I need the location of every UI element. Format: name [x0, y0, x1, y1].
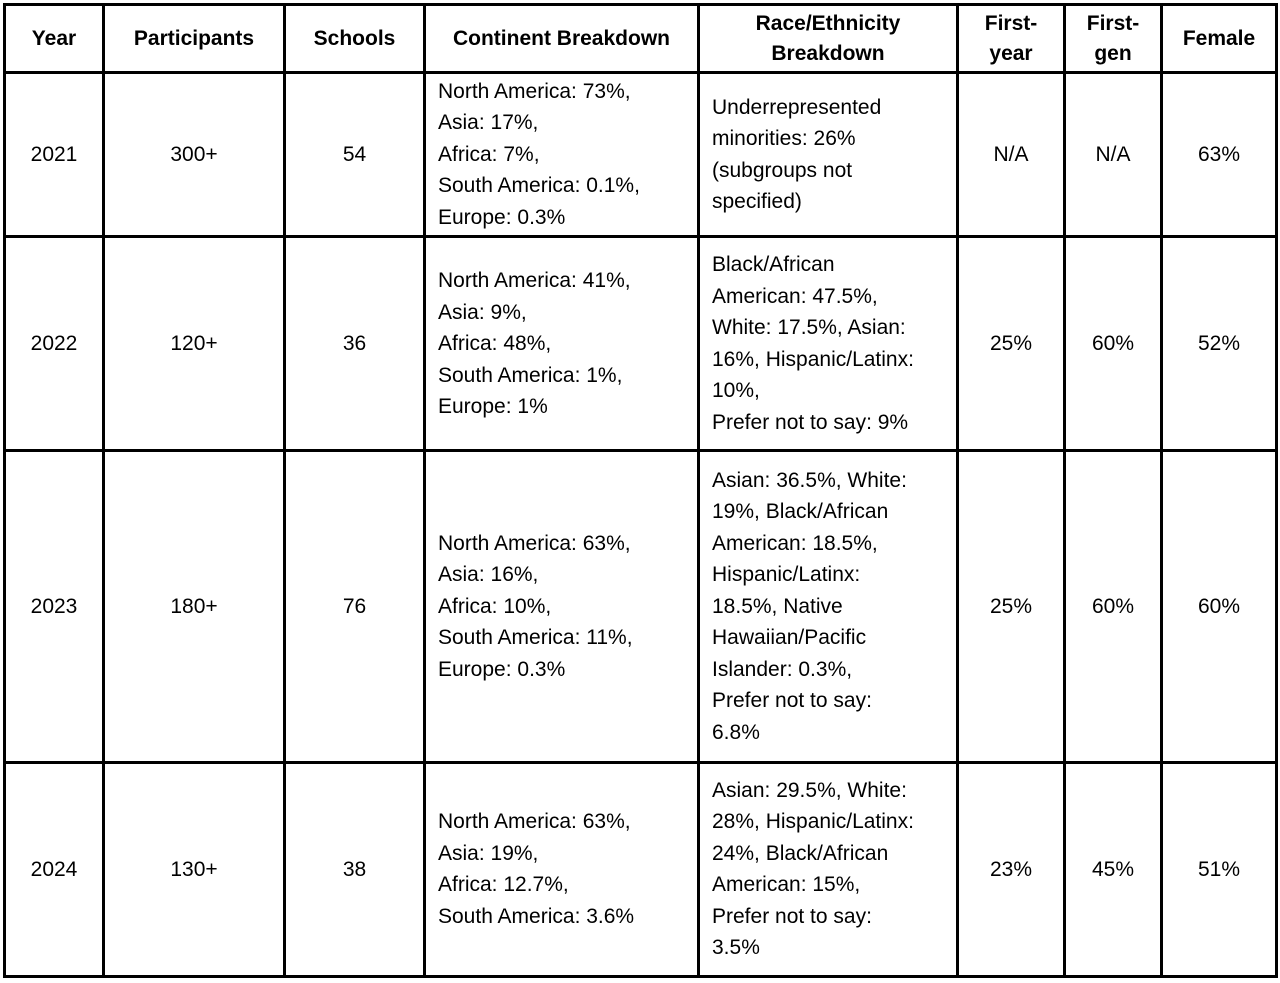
cell-participants: 130+ [104, 762, 285, 976]
header-first-year: First- year [958, 5, 1065, 73]
cell-first-year: 25% [958, 237, 1065, 451]
header-female: Female [1162, 5, 1277, 73]
cell-first-gen: N/A [1065, 73, 1162, 237]
cell-year: 2021 [5, 73, 104, 237]
table-row [5, 762, 1277, 976]
cell-schools: 36 [285, 237, 425, 451]
cell-first-year: N/A [958, 73, 1065, 237]
header-row [5, 5, 1277, 73]
demographics-table [3, 3, 1278, 978]
cell-schools: 54 [285, 73, 425, 237]
table-row [5, 451, 1277, 762]
cell-race-ethnicity-breakdown: Asian: 36.5%, White: 19%, Black/African American: 18.5%, Hispanic/Latinx: 18.5%, Native Hawaiian/Pacific Islander: 0.3%, Prefer not to say: 6.8% [699, 451, 958, 762]
header-continent-breakdown: Continent Breakdown [425, 5, 699, 73]
cell-continent-breakdown: North America: 73%, Asia: 17%, Africa: 7%, South America: 0.1%, Europe: 0.3% [425, 73, 699, 237]
cell-continent-breakdown: North America: 63%, Asia: 19%, Africa: 12.7%, South America: 3.6% [425, 762, 699, 976]
cell-continent-breakdown: North America: 63%, Asia: 16%, Africa: 10%, South America: 11%, Europe: 0.3% [425, 451, 699, 762]
cell-year: 2023 [5, 451, 104, 762]
cell-year: 2024 [5, 762, 104, 976]
cell-first-gen: 60% [1065, 237, 1162, 451]
cell-year: 2022 [5, 237, 104, 451]
cell-participants: 120+ [104, 237, 285, 451]
header-year: Year [5, 5, 104, 73]
cell-participants: 180+ [104, 451, 285, 762]
cell-first-gen: 60% [1065, 451, 1162, 762]
cell-schools: 38 [285, 762, 425, 976]
cell-first-year: 23% [958, 762, 1065, 976]
table-row [5, 237, 1277, 451]
cell-participants: 300+ [104, 73, 285, 237]
table-row [5, 73, 1277, 237]
cell-female: 52% [1162, 237, 1277, 451]
cell-race-ethnicity-breakdown: Black/African American: 47.5%, White: 17.5%, Asian: 16%, Hispanic/Latinx: 10%, Prefer not to say: 9% [699, 237, 958, 451]
cell-first-year: 25% [958, 451, 1065, 762]
header-race-ethnicity-breakdown: Race/Ethnicity Breakdown [699, 5, 958, 73]
header-schools: Schools [285, 5, 425, 73]
header-first-gen: First- gen [1065, 5, 1162, 73]
header-participants: Participants [104, 5, 285, 73]
cell-female: 51% [1162, 762, 1277, 976]
cell-first-gen: 45% [1065, 762, 1162, 976]
cell-female: 60% [1162, 451, 1277, 762]
cell-female: 63% [1162, 73, 1277, 237]
cell-race-ethnicity-breakdown: Asian: 29.5%, White: 28%, Hispanic/Latinx: 24%, Black/African American: 15%, Prefer not to say: 3.5% [699, 762, 958, 976]
cell-continent-breakdown: North America: 41%, Asia: 9%, Africa: 48%, South America: 1%, Europe: 1% [425, 237, 699, 451]
cell-schools: 76 [285, 451, 425, 762]
cell-race-ethnicity-breakdown: Underrepresented minorities: 26% (subgroups not specified) [699, 73, 958, 237]
table-container [3, 3, 1275, 978]
